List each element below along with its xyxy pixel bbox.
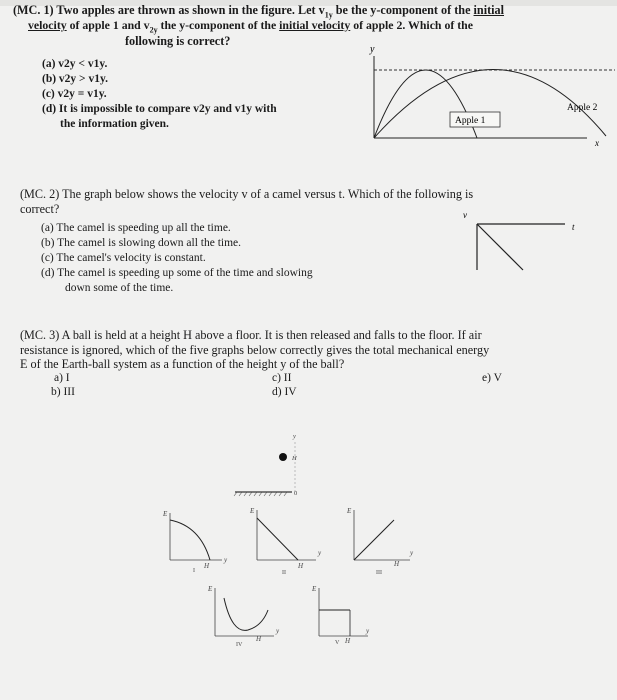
q3-ball (279, 453, 287, 461)
q2-v-label: v (463, 210, 467, 220)
q3-graph-III-E-label: E (347, 507, 352, 515)
q3-graph-IV-y-label: y (276, 627, 280, 635)
q3-graph-V-E-label: E (312, 585, 317, 593)
q3-graph-I-H-label: H (204, 562, 210, 570)
q2-option-a: (a) The camel is speeding up all the time. (41, 222, 231, 234)
q1-apple-figure (355, 40, 615, 160)
q3-option-c: c) II (272, 372, 292, 384)
q1-apple1-trajectory (374, 70, 477, 138)
q3-option-a: a) I (54, 372, 70, 384)
q1-option-b: (b) v2y > v1y. (42, 73, 108, 85)
q3-graph-I-y-label: y (224, 556, 228, 564)
q3-graph-IV-H-label: H (256, 635, 262, 643)
q1-option-a: (a) v2y < v1y. (42, 58, 108, 70)
q3-graph-IV-curve (224, 598, 268, 630)
q3-graph-I-curve (170, 520, 210, 560)
q2-option-d: (d) The camel is speeding up some of the time and slowing (41, 267, 313, 279)
q3-option-d: d) IV (272, 386, 297, 398)
q2-option-b: (b) The camel is slowing down all the time. (41, 237, 242, 249)
q1-option-d-cont: the information given. (60, 118, 169, 130)
q1-apple2-label: Apple 2 (567, 103, 598, 113)
q2-text-line2: correct? (20, 202, 60, 216)
q3-ball-H-label: H (292, 455, 297, 462)
q2-t-label: t (572, 222, 575, 232)
q2-velocity-figure (455, 210, 585, 280)
q3-floor-zero-label: 0 (294, 490, 298, 497)
q3-graph-V-H-label: H (345, 637, 351, 645)
q3-graph-III-H-label: H (394, 560, 400, 568)
q1-y-axis-label: y (370, 44, 375, 55)
q2-velocity-line (477, 224, 523, 270)
q1-option-d: (d) It is impossible to compare v2y and v1y with (42, 103, 277, 115)
q3-graph-I-numeral: I (193, 568, 195, 574)
q3-graph-II-numeral: II (282, 570, 286, 576)
q2-text-line1: (MC. 2) The graph below shows the velocity v of a camel versus t. Which of the following is (20, 187, 474, 201)
q3-graph-II-H-label: H (298, 562, 304, 570)
q3-graph-II-y-label: y (318, 549, 322, 557)
q1-x-axis-label: x (595, 138, 599, 148)
q3-graph-V-numeral: V (335, 640, 340, 646)
q3-text-line3: E of the Earth-ball system as a function of the height y of the ball? (20, 357, 345, 371)
q3-top-y-label: y (293, 433, 296, 440)
q1-apple1-label: Apple 1 (455, 116, 486, 126)
q3-energy-graphs (0, 420, 617, 660)
q3-graph-II-E-label: E (250, 507, 255, 515)
q3-graph-III-y-label: y (410, 549, 414, 557)
q3-graph-IV-E-label: E (208, 585, 213, 593)
q3-option-e: e) V (482, 372, 502, 384)
q1-option-c: (c) v2y = v1y. (42, 88, 107, 100)
q1-text-line1: (MC. 1) Two apples are thrown as shown in the figure. Let $v_{1y}$ be the y-component of the initial (13, 3, 505, 20)
q3-graph-IV-numeral: IV (236, 642, 243, 648)
q2-option-d-cont: down some of the time. (65, 282, 174, 294)
q1-text-line2: velocity of apple 1 and $v_{2y}$ the y-component of the initial velocity of apple 2. Which of the (28, 18, 473, 35)
q3-graph-III-numeral: III (376, 570, 382, 576)
q3-graph-I-E-label: E (163, 510, 168, 518)
q3-graph-III-line (354, 520, 394, 560)
q3-graph-V-y-label: y (366, 627, 370, 635)
q3-graph-II-line (257, 518, 298, 560)
q1-text-line3: following is correct? (125, 34, 231, 48)
q3-text-line1: (MC. 3) A ball is held at a height H above a floor. It is then released and falls to the floor. If air (20, 328, 482, 342)
q3-option-b: b) III (51, 386, 75, 398)
q2-option-c: (c) The camel's velocity is constant. (41, 252, 206, 264)
q3-floor-hatch (234, 492, 287, 496)
q3-text-line2: resistance is ignored, which of the five graphs below correctly gives the total mechanical energy (20, 343, 490, 357)
